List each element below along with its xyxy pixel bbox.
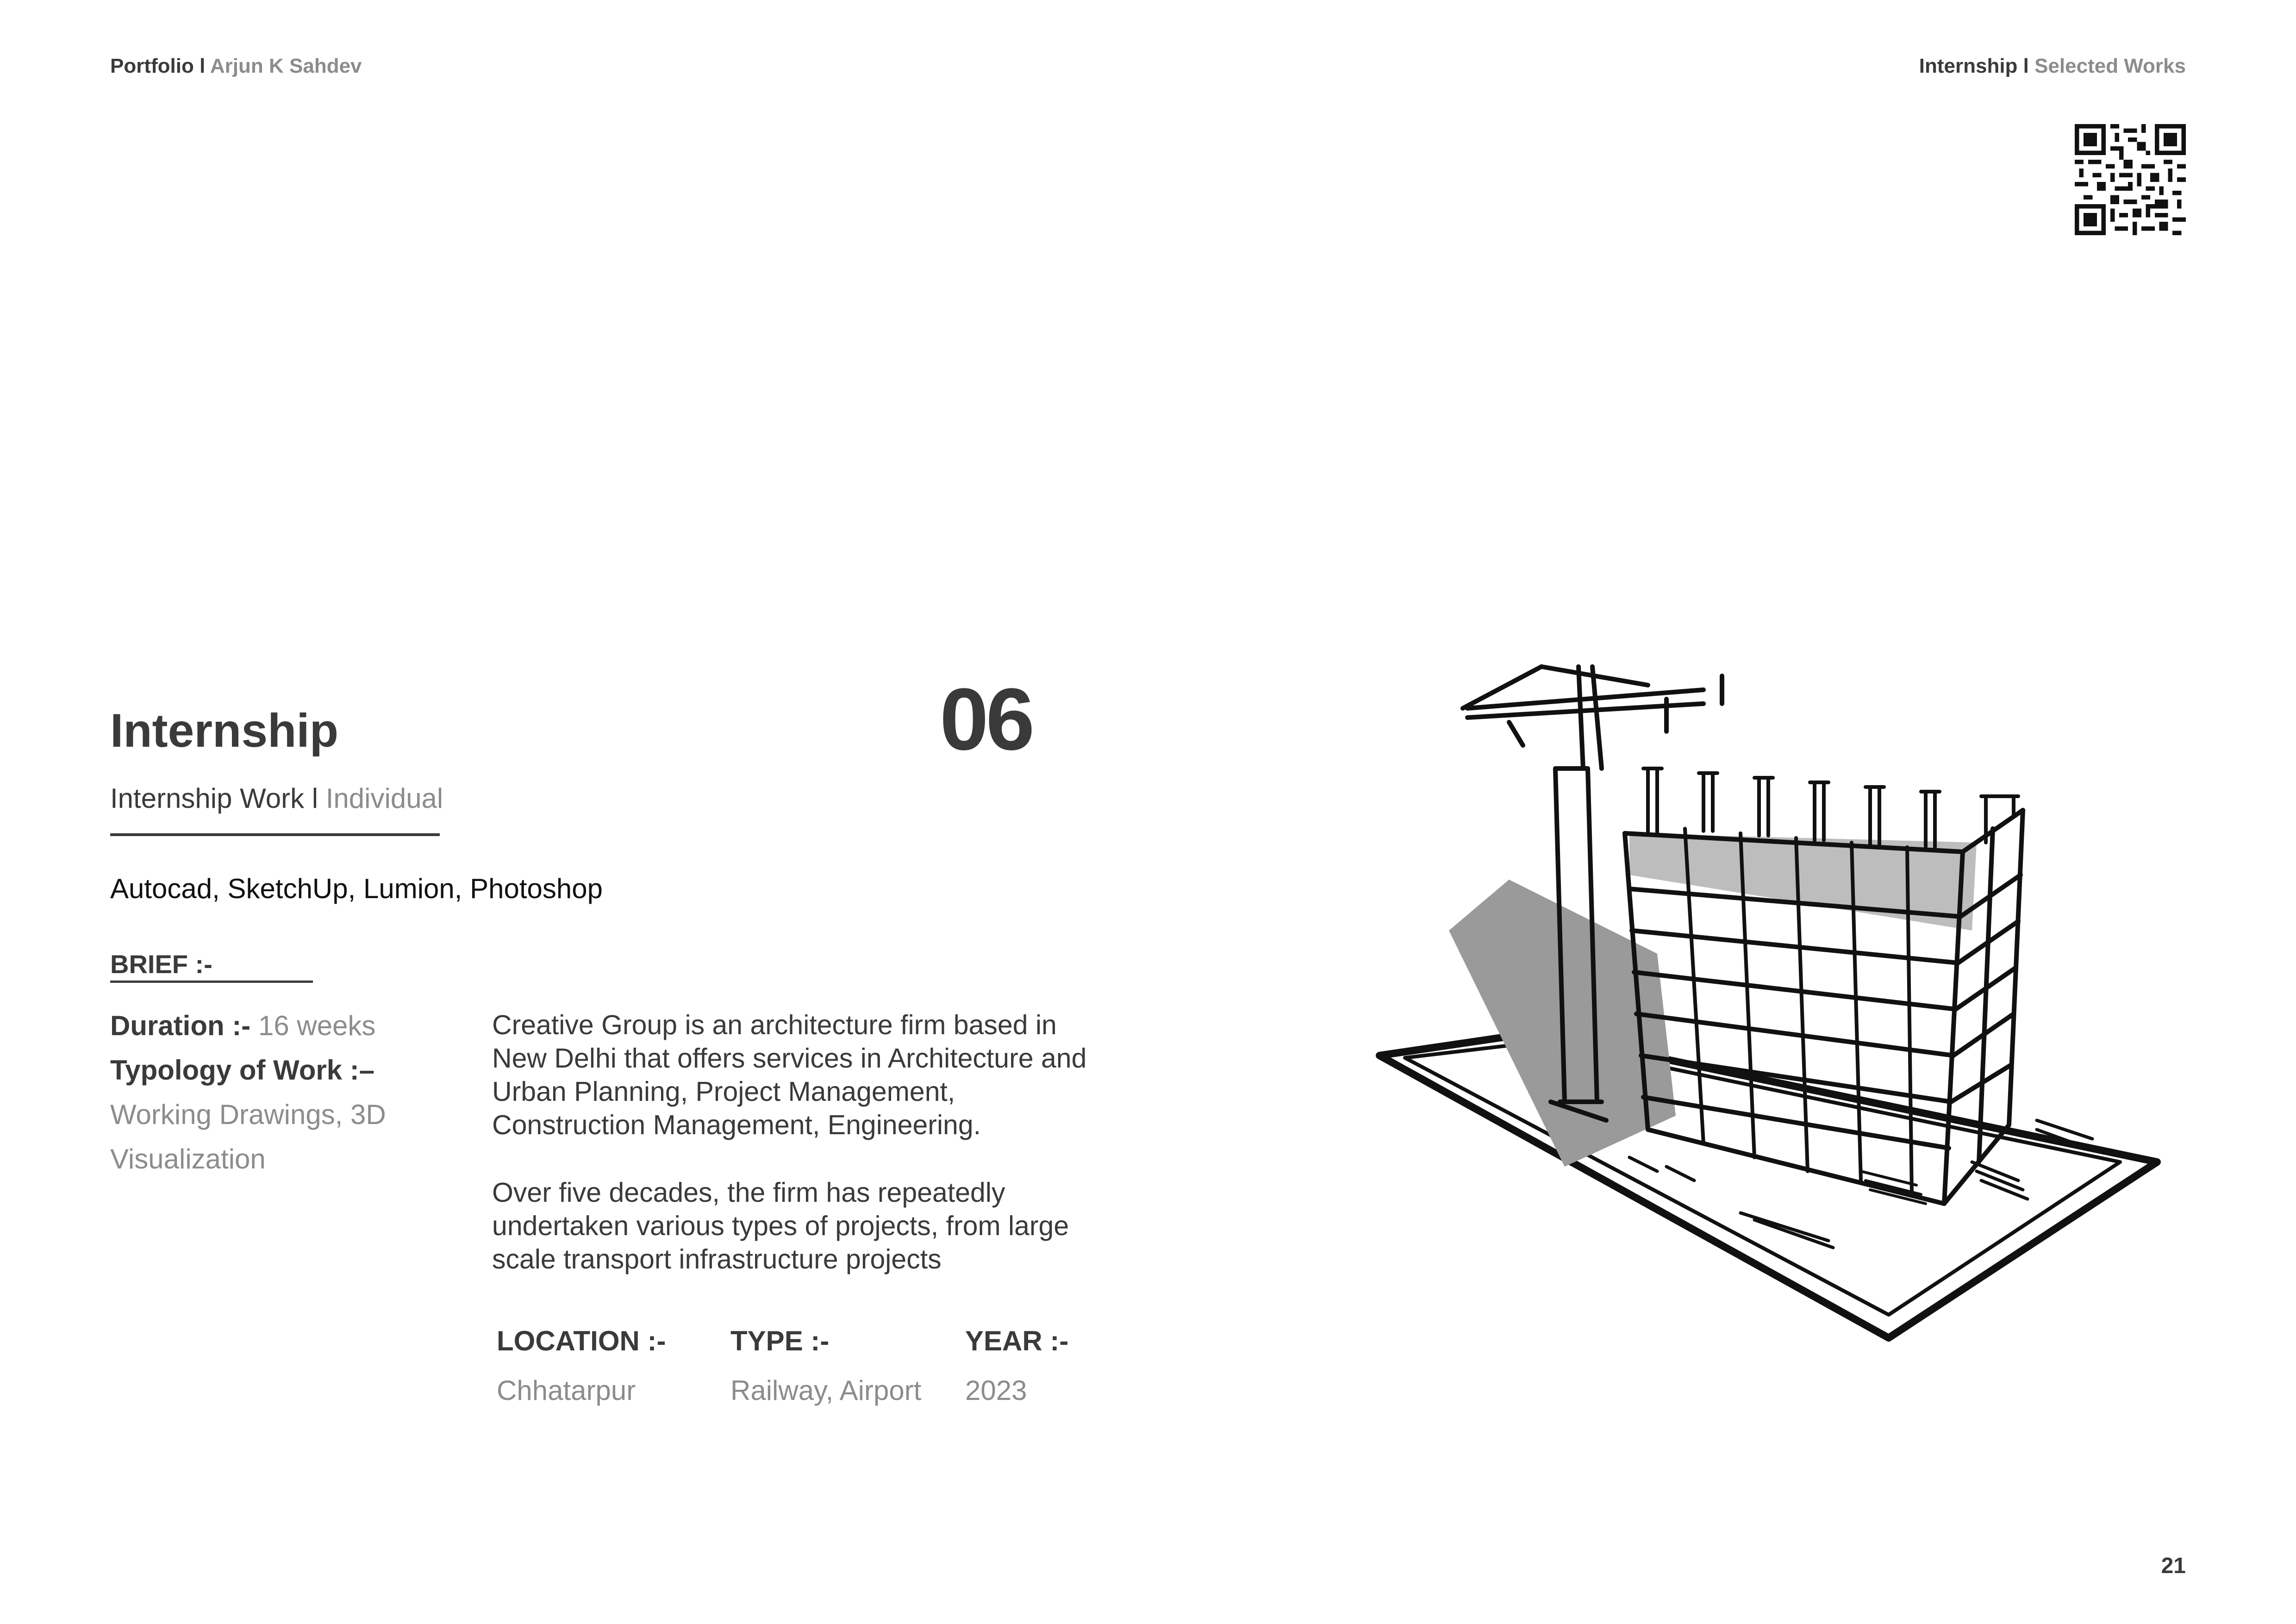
typology-row [110, 1048, 374, 1093]
project-subtitle [110, 782, 443, 814]
page-number: 21 [2161, 1554, 2186, 1578]
year-column [965, 1325, 1068, 1406]
location-column [497, 1325, 666, 1406]
brief-heading: BRIEF :- [110, 949, 212, 979]
project-number: 06 [940, 670, 1032, 768]
location-label: LOCATION :- [497, 1325, 666, 1356]
year-label: YEAR :- [965, 1325, 1069, 1356]
author-name: Arjun K Sahdev [210, 55, 362, 77]
building-construction-sketch [1370, 657, 2176, 1361]
description-paragraph-1: Creative Group is an architecture firm based in New Delhi that offers services in Architecture and Urban Planning, Project Management, Construction Management, Engineering. [492, 1010, 1087, 1140]
software-list: Autocad, SketchUp, Lumion, Photoshop [110, 873, 603, 904]
location-value: Chhatarpur [497, 1375, 636, 1406]
description-paragraph-2: Over five decades, the firm has repeatedly undertaken various types of projects, from large scale transport infrastructure projects [492, 1177, 1069, 1274]
qr-code-icon [2075, 124, 2186, 235]
portfolio-label: Portfolio l [110, 55, 206, 77]
year-value: 2023 [965, 1375, 1027, 1406]
work-mode: Individual [325, 783, 443, 814]
typology-value-line1: Working Drawings, 3D [110, 1099, 386, 1130]
brief-underline [110, 981, 313, 983]
typology-value-line2: Visualization [110, 1143, 266, 1174]
subtitle-separator: l [312, 783, 318, 814]
type-value: Railway, Airport [730, 1375, 922, 1406]
work-type: Internship Work [110, 783, 305, 814]
duration-label: Duration :- [110, 1010, 251, 1041]
section-sub-label: Selected Works [2034, 55, 2186, 77]
typology-label: Typology of Work :– [110, 1055, 375, 1086]
header-left [110, 55, 362, 78]
duration-value: 16 weeks [258, 1010, 376, 1041]
header-right [1919, 55, 2186, 78]
section-label: Internship l [1919, 55, 2029, 77]
type-column [730, 1325, 921, 1406]
project-title: Internship [110, 704, 339, 757]
type-label: TYPE :- [730, 1325, 830, 1356]
subtitle-underline [110, 833, 440, 836]
duration-row [110, 1004, 375, 1048]
